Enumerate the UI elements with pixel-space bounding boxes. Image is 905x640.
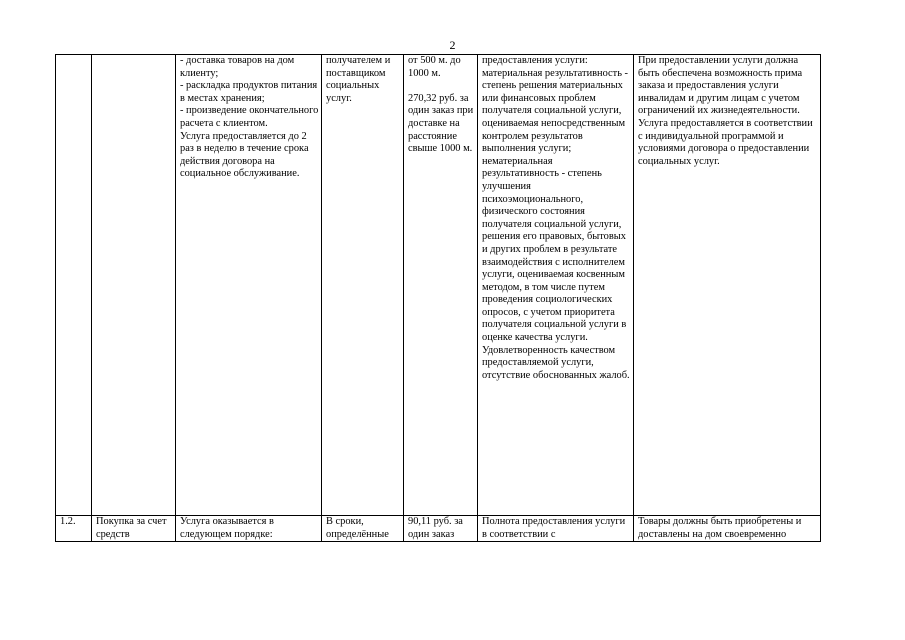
cell-tariff: 90,11 руб. за один заказ bbox=[404, 516, 478, 542]
cell-tariff: от 500 м. до 1000 м. 270,32 руб. за один заказ при доставке на расстояние свыше 1000 м. bbox=[404, 55, 478, 516]
cell-description: Услуга оказывается в следующем порядке: bbox=[176, 516, 322, 542]
cell-service-name bbox=[92, 55, 176, 516]
table-row bbox=[56, 516, 821, 542]
cell-num bbox=[56, 55, 92, 516]
table-row bbox=[56, 55, 821, 516]
services-table bbox=[55, 54, 821, 542]
cell-conditions: При предоставлении услуги должна быть обеспечена возможность прима заказа и предоставления услуги инвалидам и другим лицам с учетом ограничений их жизнедеятельности. Услуга предоставляется в соответствии с индивидуальной программой и условиями договора о предоставлении социальных услуг. bbox=[634, 55, 821, 516]
cell-quality-indicators: Полнота предоставления услуги в соответствии с bbox=[478, 516, 634, 542]
cell-quality-indicators: предоставления услуги: материальная результативность - степень решения материальных или финансовых проблем получателя социальной услуги, оцениваемая непосредственным контролем результатов выполнения услуги; нематериальная результативность - степень улучшения психоэмоционального, физического состояния получателя социальной услуги, решения его правовых, бытовых и других проблем в результате взаимодействия с исполнителем услуги, оцениваемая косвенным методом, в том числе путем проведения социологических опросов, с учетом приоритета получателя социальной услуги в оценке качества услуги. Удовлетворенность качеством предоставляемой услуги, отсутствие обоснованных жалоб. bbox=[478, 55, 634, 516]
cell-terms: получателем и поставщиком социальных услуг. bbox=[322, 55, 404, 516]
cell-conditions: Товары должны быть приобретены и доставлены на дом своевременно bbox=[634, 516, 821, 542]
cell-num: 1.2. bbox=[56, 516, 92, 542]
cell-terms: В сроки, определённые bbox=[322, 516, 404, 542]
cell-service-name: Покупка за счет средств bbox=[92, 516, 176, 542]
page-number: 2 bbox=[449, 38, 456, 52]
cell-description: - доставка товаров на дом клиенту; - раскладка продуктов питания в местах хранения; - произведение окончательного расчета с клиентом. Услуга предоставляется до 2 раз в неделю в течение срока действия договора на социальное обслуживание. bbox=[176, 55, 322, 516]
